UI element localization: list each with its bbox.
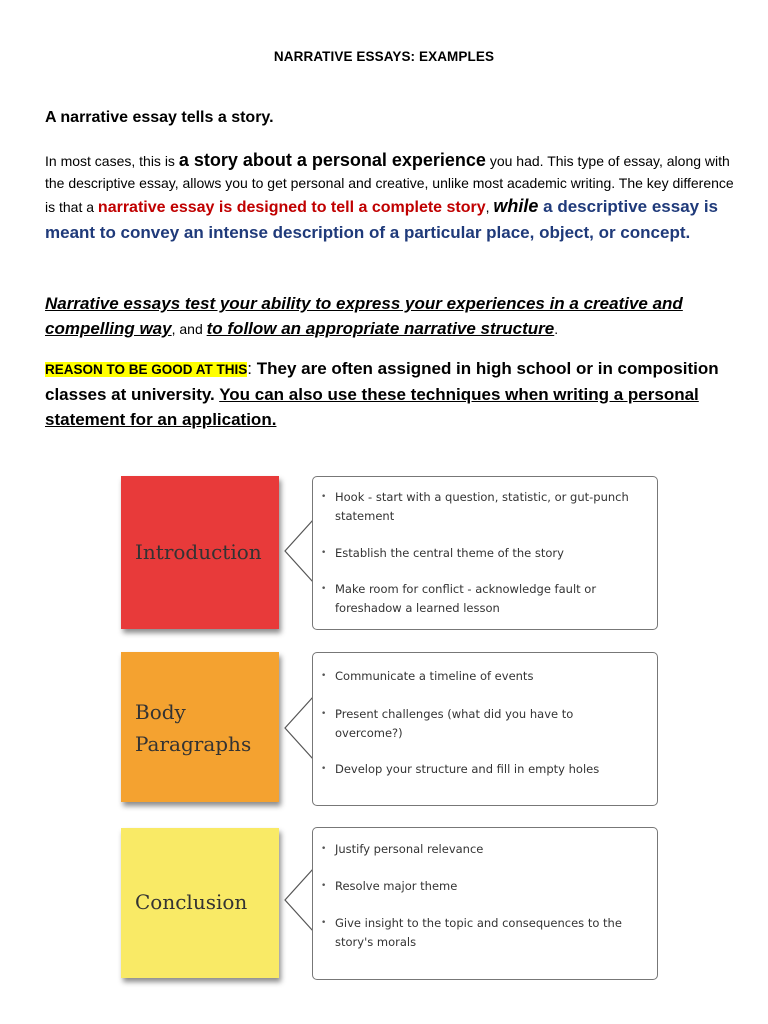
reason-paragraph [45,356,735,432]
introduction-points-box [312,476,658,630]
test-paragraph [45,291,735,342]
body-points-box [312,652,658,806]
subtitle: A narrative essay tells a story. [45,109,274,126]
essay-structure-diagram [118,472,663,997]
reason-colon: : [247,359,257,378]
reason-highlight: REASON TO BE GOOD AT THIS [45,362,248,377]
para1-text-1: In most cases, this is [45,153,179,169]
list-item: • Justify personal relevance [321,842,484,856]
para2-emphasis-2: to follow an appropriate narrative structure [206,319,555,338]
page-title: NARRATIVE ESSAYS: EXAMPLES [273,49,495,64]
para1-emphasis: a story about a personal experience [178,150,486,170]
para1-while: while [493,196,539,216]
list-item: • Develop your structure and fill in empty holes [321,762,600,776]
introduction-label: Introduction [135,540,262,564]
para1-navy-text: a descriptive essay is meant to convey an intense description of a particular place, object, or concept. [45,197,718,242]
list-item: • Give insight to the topic and consequences to the story's morals [321,916,622,949]
list-item: • Communicate a timeline of events [321,669,534,683]
para1-comma: , [485,199,494,215]
para1-text-2: you had. This type of essay, along with the descriptive essay, allows you to get personal and creative, unlike most academic writing. The key difference is that a [45,153,734,215]
conclusion-label: Conclusion [135,890,248,914]
para1-red-text: narrative essay is designed to tell a complete story [97,199,486,216]
introduction-block [121,476,279,629]
list-item: • Hook - start with a question, statistic, or gut-punch statement [321,490,629,523]
list-item: • Resolve major theme [321,879,458,893]
reason-text: They are often assigned in high school or in composition classes at university. [45,359,719,404]
reason-underlined: You can also use these techniques when writing a personal statement for an application. [45,385,699,429]
para2-emphasis-1: Narrative essays test your ability to express your experiences in a creative and compelling way [45,294,683,338]
body-label: Body Paragraphs [135,700,252,756]
para2-period: . [554,321,559,337]
list-item: • Establish the central theme of the story [321,546,564,560]
intro-paragraph [45,150,735,246]
conclusion-block [121,828,279,978]
para2-text: , and [171,321,207,337]
conclusion-points-box [312,827,658,980]
body-paragraphs-block [121,652,279,802]
list-item: • Make room for conflict - acknowledge fault or foreshadow a learned lesson [321,582,597,615]
list-item: • Present challenges (what did you have to overcome?) [321,707,574,740]
